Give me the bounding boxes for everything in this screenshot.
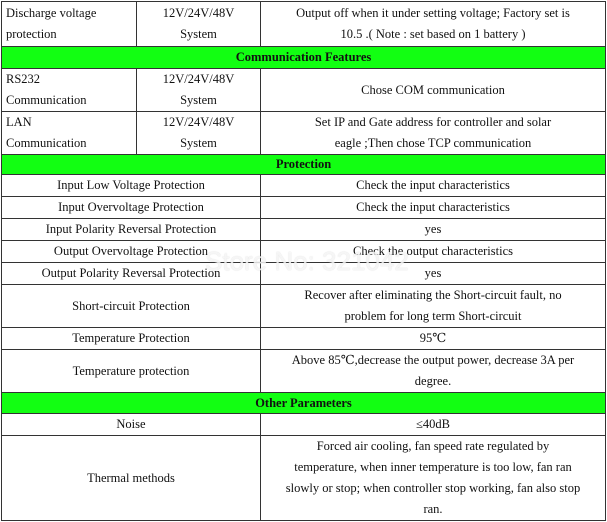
param-name: Noise [2, 414, 261, 436]
table-row [2, 175, 606, 197]
table-row [2, 436, 606, 521]
param-value: Recover after eliminating the Short-circuit fault, no problem for long term Short-circuit [261, 285, 606, 328]
other-parameters-header: Other Parameters [2, 393, 606, 414]
param-name: Input Polarity Reversal Protection [2, 219, 261, 241]
param-name: Temperature Protection [2, 328, 261, 350]
table-row [2, 112, 606, 155]
table-row [2, 263, 606, 285]
section-header [2, 47, 606, 69]
param-value: yes [261, 263, 606, 285]
table-row [2, 2, 606, 47]
param-description: Output off when it under setting voltage; Factory set is 10.5 .( Note : set based on 1 battery ) [261, 2, 606, 47]
table-row [2, 69, 606, 112]
param-value: ≤40dB [261, 414, 606, 436]
section-header [2, 155, 606, 175]
spec-table [1, 1, 606, 521]
communication-features-header: Communication Features [2, 47, 606, 69]
param-name: LAN Communication [2, 112, 137, 155]
protection-header: Protection [2, 155, 606, 175]
param-name: Short-circuit Protection [2, 285, 261, 328]
param-value: Forced air cooling, fan speed rate regulated by temperature, when inner temperature is too low, fan ran slowly or stop; when controller stop working, fan also stop ran. [261, 436, 606, 521]
system-cell: 12V/24V/48V System [137, 69, 261, 112]
param-name: Output Polarity Reversal Protection [2, 263, 261, 285]
param-description: Set IP and Gate address for controller and solar eagle ;Then chose TCP communication [261, 112, 606, 155]
param-value: yes [261, 219, 606, 241]
table-row [2, 285, 606, 328]
system-cell: 12V/24V/48V System [137, 2, 261, 47]
param-value: Check the input characteristics [261, 175, 606, 197]
table-row [2, 328, 606, 350]
table-row [2, 197, 606, 219]
param-name: Thermal methods [2, 436, 261, 521]
param-name: Discharge voltage protection [2, 2, 137, 47]
store-watermark: Store No: 321042 [205, 246, 409, 276]
param-description: Chose COM communication [261, 69, 606, 112]
param-value: Above 85℃,decrease the output power, decrease 3A per degree. [261, 350, 606, 393]
param-value: 95℃ [261, 328, 606, 350]
param-name: Input Low Voltage Protection [2, 175, 261, 197]
table-row [2, 241, 606, 263]
table-row [2, 414, 606, 436]
system-cell: 12V/24V/48V System [137, 112, 261, 155]
param-name: RS232 Communication [2, 69, 137, 112]
param-name: Input Overvoltage Protection [2, 197, 261, 219]
table-row [2, 350, 606, 393]
table-row [2, 219, 606, 241]
param-name: Temperature protection [2, 350, 261, 393]
param-name: Output Overvoltage Protection [2, 241, 261, 263]
param-value: Check the input characteristics [261, 197, 606, 219]
section-header [2, 393, 606, 414]
param-value: Check the output characteristics [261, 241, 606, 263]
